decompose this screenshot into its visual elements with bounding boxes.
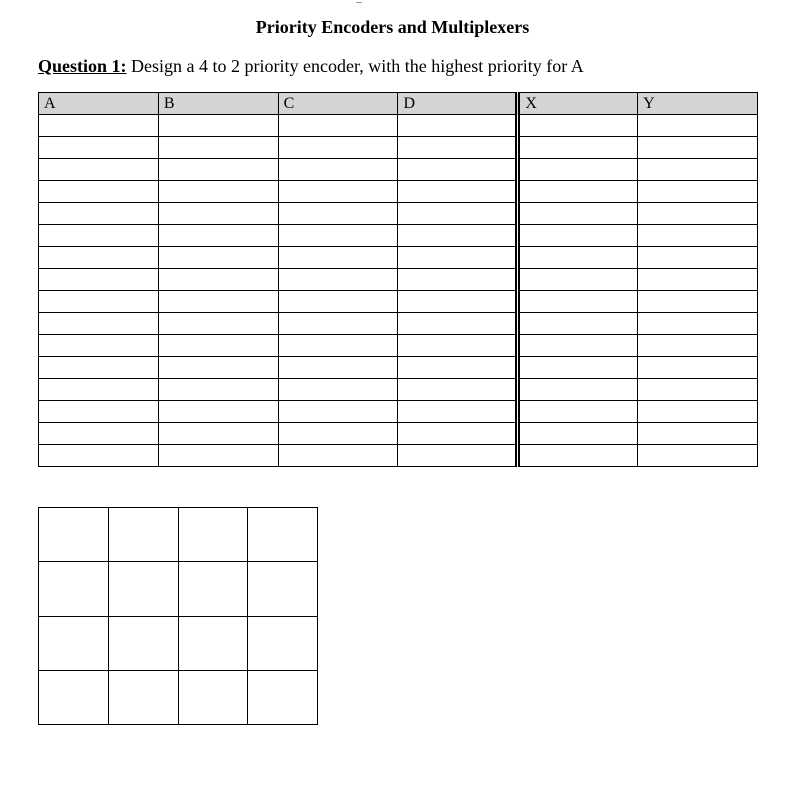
- cell-a: [39, 181, 159, 203]
- kmap-cell: [39, 616, 109, 670]
- truth-table-row: [39, 159, 758, 181]
- kmap-cell: [39, 562, 109, 616]
- question-label: Question 1:: [38, 56, 127, 76]
- cell-a: [39, 357, 159, 379]
- cell-a: [39, 269, 159, 291]
- cell-b: [158, 291, 278, 313]
- kmap-cell: [108, 508, 178, 562]
- cell-c: [278, 115, 398, 137]
- cell-b: [158, 225, 278, 247]
- truth-table-row: [39, 181, 758, 203]
- cell-x: [518, 335, 638, 357]
- cell-d: [398, 269, 518, 291]
- truth-table-row: [39, 445, 758, 467]
- truth-table-row: [39, 423, 758, 445]
- kmap-cell: [108, 670, 178, 724]
- cell-d: [398, 357, 518, 379]
- kmap-cell: [248, 670, 318, 724]
- cell-y: [638, 159, 758, 181]
- cell-x: [518, 379, 638, 401]
- cell-b: [158, 159, 278, 181]
- cell-c: [278, 159, 398, 181]
- cell-x: [518, 401, 638, 423]
- cell-b: [158, 203, 278, 225]
- cell-c: [278, 357, 398, 379]
- cell-d: [398, 445, 518, 467]
- kmap-cell: [248, 562, 318, 616]
- cell-y: [638, 291, 758, 313]
- kmap-cell: [248, 508, 318, 562]
- cell-d: [398, 181, 518, 203]
- cell-c: [278, 203, 398, 225]
- truth-table-row: [39, 379, 758, 401]
- kmap-cell: [248, 616, 318, 670]
- cell-d: [398, 225, 518, 247]
- cell-d: [398, 247, 518, 269]
- cell-a: [39, 291, 159, 313]
- truth-table-header-row: [39, 93, 758, 115]
- cell-x: [518, 181, 638, 203]
- cell-x: [518, 225, 638, 247]
- header-a: A: [39, 93, 159, 115]
- cell-b: [158, 269, 278, 291]
- cell-d: [398, 203, 518, 225]
- kmap-row: [39, 616, 318, 670]
- cell-d: [398, 137, 518, 159]
- cell-b: [158, 313, 278, 335]
- cell-y: [638, 445, 758, 467]
- cell-a: [39, 423, 159, 445]
- cell-d: [398, 423, 518, 445]
- cell-y: [638, 357, 758, 379]
- cell-c: [278, 181, 398, 203]
- cell-c: [278, 401, 398, 423]
- question-text: Design a 4 to 2 priority encoder, with the highest priority for A: [126, 56, 584, 76]
- cell-y: [638, 379, 758, 401]
- cell-y: [638, 335, 758, 357]
- kmap-cell: [178, 670, 248, 724]
- cell-a: [39, 313, 159, 335]
- truth-table-row: [39, 335, 758, 357]
- cell-x: [518, 203, 638, 225]
- header-x: X: [518, 93, 638, 115]
- cell-c: [278, 225, 398, 247]
- cell-b: [158, 445, 278, 467]
- cell-y: [638, 269, 758, 291]
- cell-b: [158, 335, 278, 357]
- cell-b: [158, 181, 278, 203]
- karnaugh-map-grid: [38, 507, 318, 725]
- truth-table-row: [39, 313, 758, 335]
- cell-x: [518, 357, 638, 379]
- cell-c: [278, 445, 398, 467]
- cell-x: [518, 115, 638, 137]
- header-c: C: [278, 93, 398, 115]
- kmap-cell: [39, 508, 109, 562]
- cell-c: [278, 291, 398, 313]
- truth-table-row: [39, 247, 758, 269]
- kmap-cell: [108, 616, 178, 670]
- cell-y: [638, 181, 758, 203]
- cell-a: [39, 203, 159, 225]
- cell-a: [39, 115, 159, 137]
- truth-table-row: [39, 225, 758, 247]
- cell-c: [278, 423, 398, 445]
- cell-b: [158, 137, 278, 159]
- cell-y: [638, 313, 758, 335]
- cell-b: [158, 115, 278, 137]
- cell-d: [398, 313, 518, 335]
- kmap-cell: [178, 508, 248, 562]
- kmap-cell: [39, 670, 109, 724]
- cell-b: [158, 247, 278, 269]
- cell-c: [278, 247, 398, 269]
- truth-table-row: [39, 357, 758, 379]
- cell-y: [638, 423, 758, 445]
- cell-y: [638, 247, 758, 269]
- cell-a: [39, 225, 159, 247]
- cell-y: [638, 401, 758, 423]
- truth-table-row: [39, 203, 758, 225]
- cell-d: [398, 115, 518, 137]
- cell-x: [518, 291, 638, 313]
- cell-c: [278, 269, 398, 291]
- cell-c: [278, 137, 398, 159]
- kmap-row: [39, 562, 318, 616]
- truth-table-body: [39, 115, 758, 467]
- cell-d: [398, 291, 518, 313]
- cell-c: [278, 313, 398, 335]
- cell-x: [518, 269, 638, 291]
- page-title: Priority Encoders and Multiplexers: [255, 17, 530, 37]
- cell-a: [39, 335, 159, 357]
- question-1: [38, 56, 584, 77]
- page-top-mark: [356, 0, 362, 3]
- cell-y: [638, 225, 758, 247]
- kmap-cell: [178, 616, 248, 670]
- cell-c: [278, 335, 398, 357]
- karnaugh-map-body: [39, 508, 318, 725]
- cell-b: [158, 401, 278, 423]
- cell-b: [158, 423, 278, 445]
- cell-y: [638, 115, 758, 137]
- cell-a: [39, 137, 159, 159]
- cell-d: [398, 379, 518, 401]
- cell-b: [158, 357, 278, 379]
- truth-table-row: [39, 115, 758, 137]
- cell-d: [398, 159, 518, 181]
- header-y: Y: [638, 93, 758, 115]
- truth-table-row: [39, 291, 758, 313]
- kmap-row: [39, 670, 318, 724]
- truth-table-row: [39, 401, 758, 423]
- cell-d: [398, 335, 518, 357]
- cell-c: [278, 379, 398, 401]
- cell-y: [638, 137, 758, 159]
- cell-a: [39, 445, 159, 467]
- truth-table-row: [39, 269, 758, 291]
- cell-x: [518, 137, 638, 159]
- truth-table-row: [39, 137, 758, 159]
- kmap-cell: [178, 562, 248, 616]
- cell-x: [518, 445, 638, 467]
- header-d: D: [398, 93, 518, 115]
- cell-d: [398, 401, 518, 423]
- truth-table: [38, 92, 758, 467]
- cell-a: [39, 247, 159, 269]
- cell-a: [39, 159, 159, 181]
- kmap-row: [39, 508, 318, 562]
- header-b: B: [158, 93, 278, 115]
- cell-a: [39, 379, 159, 401]
- cell-x: [518, 423, 638, 445]
- cell-y: [638, 203, 758, 225]
- cell-x: [518, 247, 638, 269]
- cell-a: [39, 401, 159, 423]
- cell-x: [518, 159, 638, 181]
- cell-b: [158, 379, 278, 401]
- cell-x: [518, 313, 638, 335]
- kmap-cell: [108, 562, 178, 616]
